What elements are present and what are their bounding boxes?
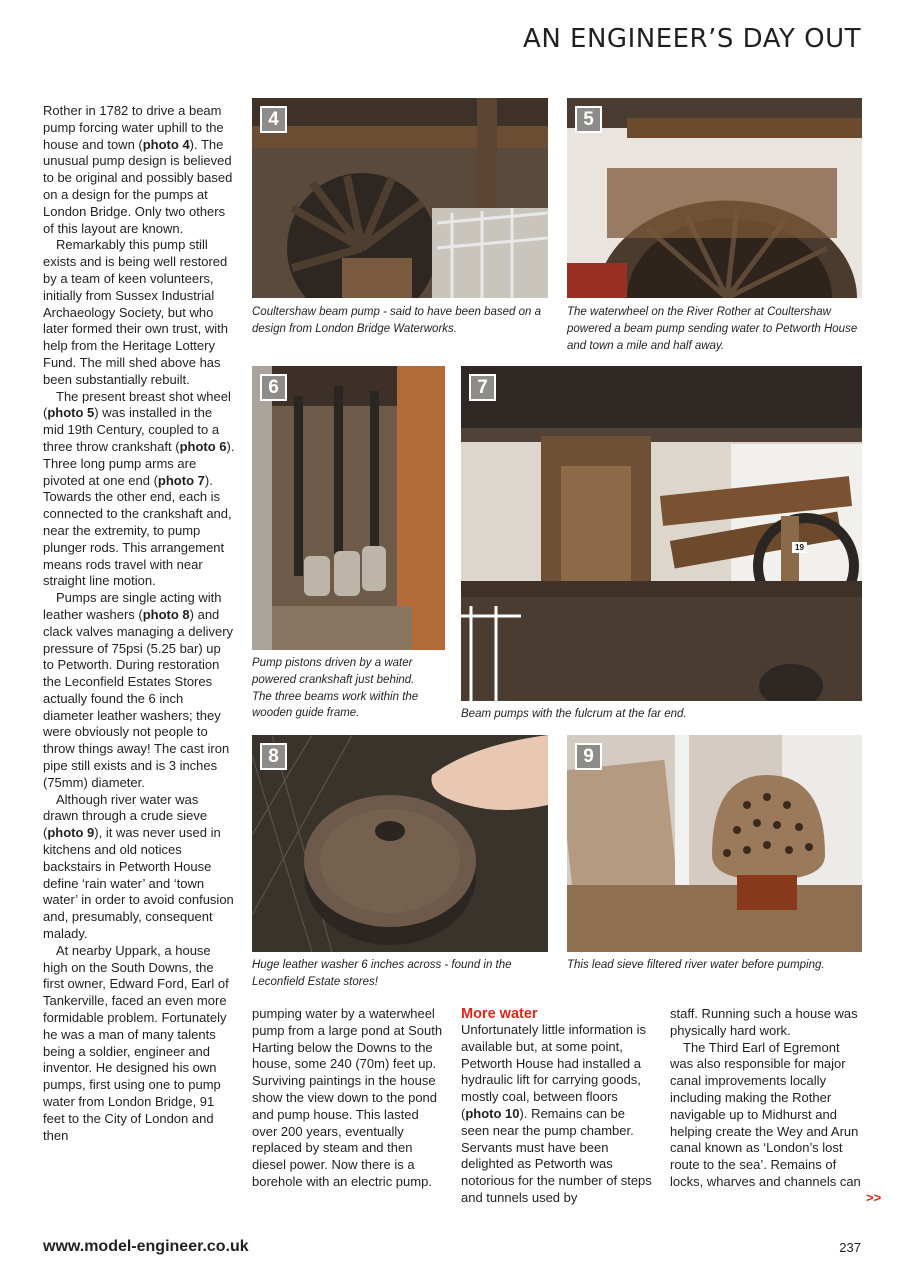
photo-caption: This lead sieve filtered river water before pumping. bbox=[567, 959, 825, 971]
photo-8 bbox=[252, 735, 548, 952]
photo-4 bbox=[252, 98, 548, 298]
paragraph: The present breast shot wheel (photo 5) was installed in the mid 19th Century, coupled to a three throw crankshaft (photo 6). Three long pump arms are pivoted at one end (photo 7). Towards the other end, each is connected to the crankshaft and, near the extremity, to pump plunger rods. This arrangement means rods travel with near straight line motion. bbox=[43, 388, 235, 589]
photo-number-badge: 9 bbox=[575, 743, 602, 770]
paragraph: Rother in 1782 to drive a beam pump forcing water uphill to the house and town (photo 4). The unusual pump design is believed to be original and possibly based on a design for the pumps at London Bridge. Only two others of this layout are known. bbox=[43, 103, 233, 236]
footer-website-link[interactable]: www.model-engineer.co.uk bbox=[43, 1238, 249, 1255]
page-header-title: AN ENGINEER’S DAY OUT bbox=[523, 24, 861, 54]
text-column-3 bbox=[461, 1006, 653, 1207]
waterwheel-image bbox=[567, 98, 862, 298]
pump-pistons-image bbox=[252, 366, 445, 650]
paragraph: Pumps are single acting with leather washers (photo 8) and clack valves managing a delivery pressure of 75psi (5.25 bar) up to Petworth. During restoration the Leconfield Estates Stores actually found the 6 inch diameter leather washers; they were obviously not people to throw things away! The cast iron pipe still exists and is 3 inches (75mm) diameter. bbox=[43, 590, 234, 790]
photo-9 bbox=[567, 735, 862, 952]
paragraph: At nearby Uppark, a house high on the South Downs, the first owner, Edward Ford, Earl of Tankerville, faced an even more formidable problem. Fortunately he was a man of many talents being a soldier, engineer and inventor. He designed his own pumps, first using one to pump water from London Bridge, 91 feet to the City of London and then bbox=[43, 942, 229, 1143]
photo-caption: Coultershaw beam pump - said to have been based on a design from London Bridge Waterworks. bbox=[252, 306, 541, 335]
paragraph: Unfortunately little information is available but, at some point, Petworth House had installed a hydraulic lift for carrying goods, mostly coal, between floors (photo 10). Remains can be seen near the pump chamber. Servants must have been delighted as Petworth was notorious for the number of steps and tunnels used by bbox=[461, 1022, 652, 1205]
leather-washer-image bbox=[252, 735, 548, 952]
paragraph: Remarkably this pump still exists and is being well restored by a team of keen volunteers, initially from Sussex Industrial Archaeology Society, but who later formed their own trust, with help from the Heritage Lottery Fund. The mill shed above has been substantially rebuilt. bbox=[43, 237, 228, 387]
photo-number-badge: 6 bbox=[260, 374, 287, 401]
photo-number-badge: 5 bbox=[575, 106, 602, 133]
paragraph: Although river water was drawn through a crude sieve (photo 9), it was never used in kitchens and old notices backstairs in Petworth House define ‘rain water’ and ‘town water’ in order to avoid confusion and, presumably, consequent malady. bbox=[43, 791, 234, 942]
photo-caption: Pump pistons driven by a water powered crankshaft just behind. The three beams work within the wooden guide frame. bbox=[252, 657, 419, 720]
photo-caption: Beam pumps with the fulcrum at the far end. bbox=[461, 708, 687, 720]
paragraph: staff. Running such a house was physically hard work. bbox=[670, 1006, 858, 1038]
photo-number-badge: 8 bbox=[260, 743, 287, 770]
photo-5 bbox=[567, 98, 862, 298]
photo-6 bbox=[252, 366, 445, 650]
page-number: 237 bbox=[839, 1240, 861, 1255]
photo-7 bbox=[461, 366, 862, 701]
text-column-4 bbox=[670, 1006, 862, 1191]
continue-marker: >> bbox=[866, 1190, 882, 1205]
section-subheading: More water bbox=[461, 1006, 538, 1022]
text-column-1 bbox=[43, 103, 235, 1144]
pump-number-tag: 19 bbox=[792, 542, 807, 553]
paragraph: The Third Earl of Egremont was also responsible for major canal improvements locally including making the Rother navigable up to Midhurst and helping create the Wey and Arun canal known as ‘London’s lost route to the sea’. Remains of locks, wharves and channels can bbox=[670, 1039, 861, 1189]
photo-number-badge: 7 bbox=[469, 374, 496, 401]
lead-sieve-image bbox=[567, 735, 862, 952]
beam-pumps-frame-image bbox=[461, 366, 862, 701]
photo-number-badge: 4 bbox=[260, 106, 287, 133]
paragraph: pumping water by a waterwheel pump from a large pond at South Harting below the Downs to the house, some 240 (70m) feet up. Surviving paintings in the house show the view down to the pond and pump house. This lasted over 200 years, eventually replaced by steam and then diesel power. Now there is a borehole with an electric pump. bbox=[252, 1006, 443, 1189]
text-column-2 bbox=[252, 1006, 446, 1191]
beam-pump-image bbox=[252, 98, 548, 298]
photo-caption: Huge leather washer 6 inches across - found in the Leconfield Estate stores! bbox=[252, 959, 512, 988]
photo-caption: The waterwheel on the River Rother at Coultershaw powered a beam pump sending water to Petworth House and town a mile and half away. bbox=[567, 306, 858, 352]
